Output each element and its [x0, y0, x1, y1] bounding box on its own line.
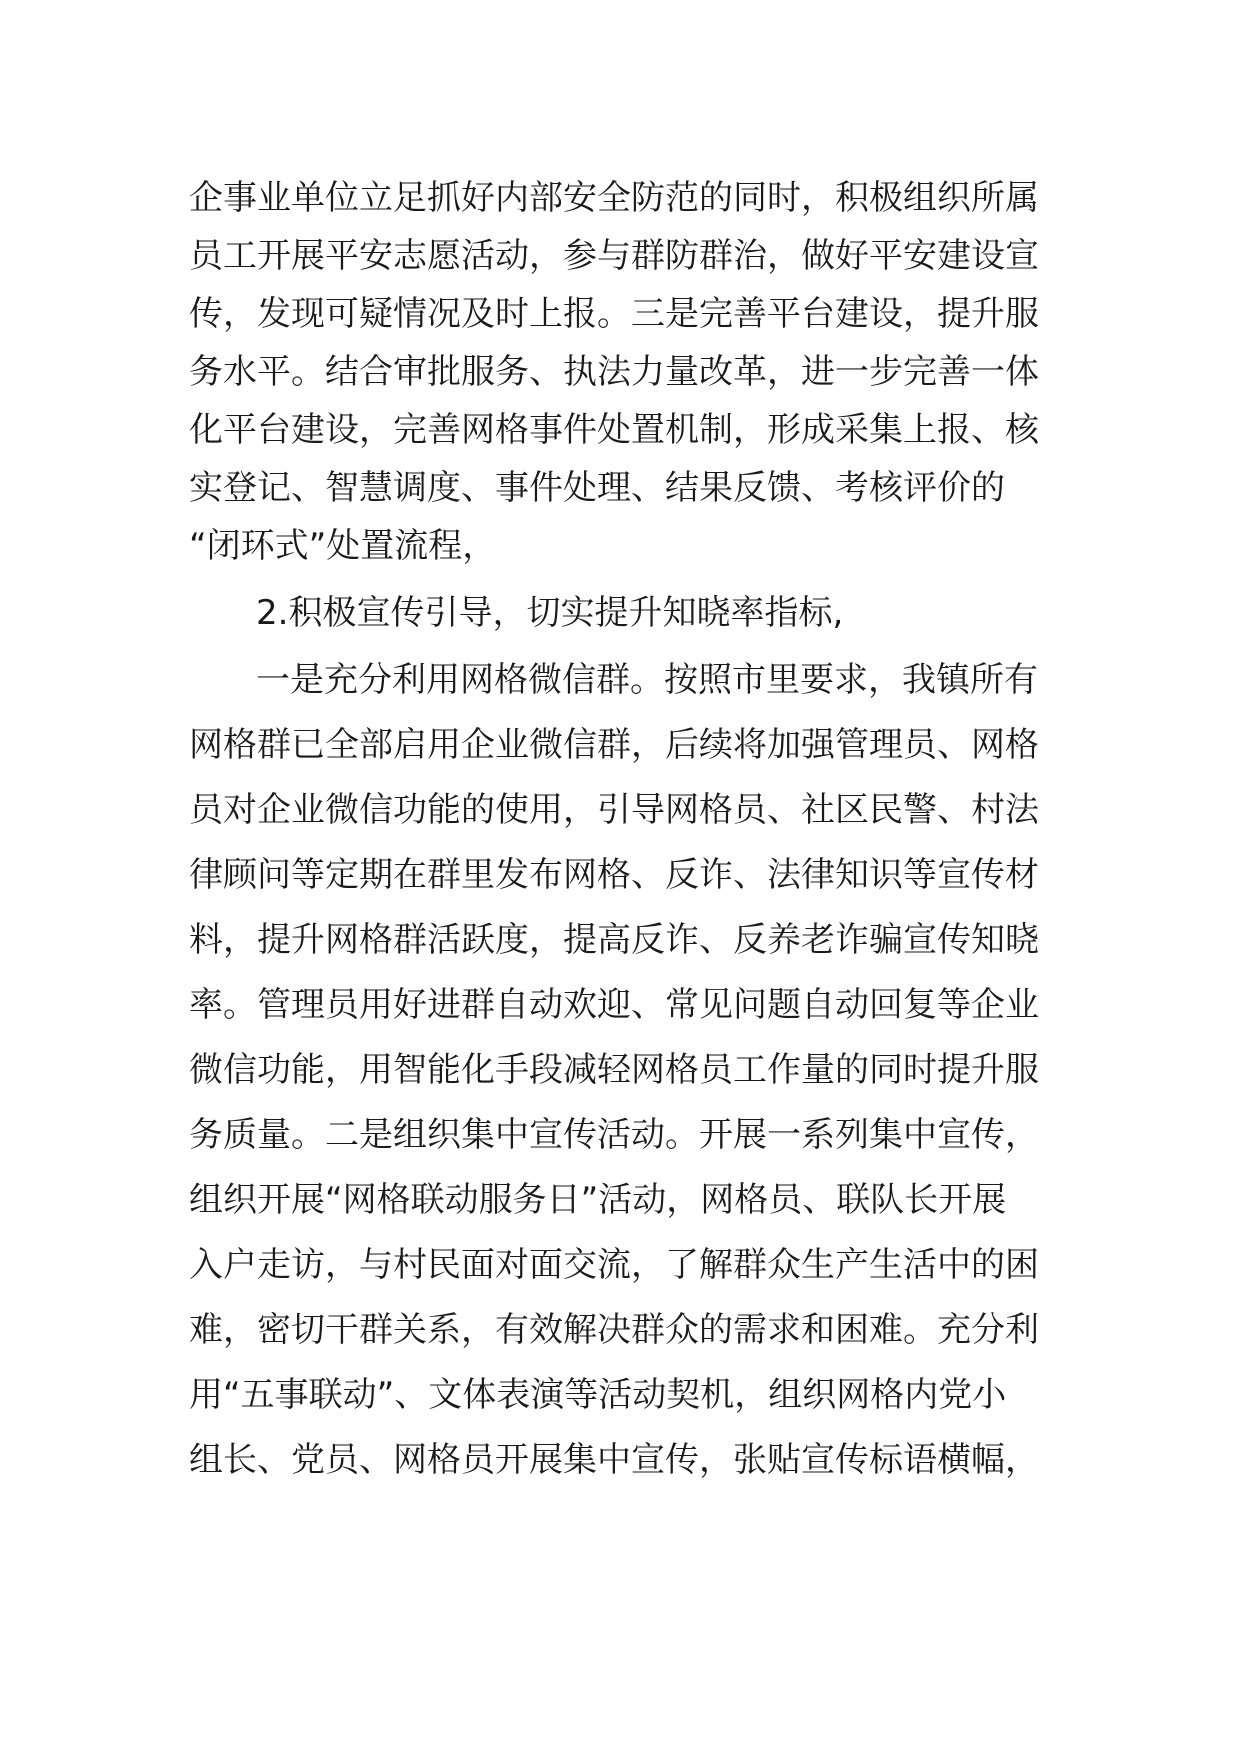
text-line: 律顾问等定期在群里发布网格、反诈、法律知识等宣传材 — [189, 855, 1039, 895]
text-line: 务质量。二是组织集中宣传活动。开展一系列集中宣传， — [189, 1115, 1039, 1155]
text-line: 务水平。结合审批服务、执法力量改革，进一步完善一体 — [189, 352, 1039, 392]
text-line: 率。管理员用好进群自动欢迎、常见问题自动回复等企业 — [189, 985, 1039, 1025]
text-line: “闭环式”处置流程， — [189, 526, 497, 566]
text-line: 难，密切干群关系，有效解决群众的需求和困难。充分利 — [189, 1310, 1039, 1350]
text-line: 入户走访，与村民面对面交流，了解群众生产生活中的困 — [189, 1245, 1039, 1285]
text-line: 实登记、智慧调度、事件处理、结果反馈、考核评价的 — [189, 468, 1005, 508]
text-line: 料，提升网格群活跃度，提高反诈、反养老诈骗宣传知晓 — [189, 920, 1039, 960]
section-heading: 2.积极宣传引导，切实提升知晓率指标, — [256, 593, 844, 633]
paragraph-first-line: 一是充分利用网格微信群。按照市里要求，我镇所有 — [256, 660, 1038, 700]
text-line: 用“五事联动”、文体表演等活动契机，组织网格内党小 — [189, 1375, 1007, 1415]
text-line: 传，发现可疑情况及时上报。三是完善平台建设，提升服 — [189, 294, 1039, 334]
text-line: 微信功能，用智能化手段减轻网格员工作量的同时提升服 — [189, 1050, 1039, 1090]
text-line: 员工开展平安志愿活动，参与群防群治，做好平安建设宣 — [189, 236, 1039, 276]
text-line: 组长、党员、网格员开展集中宣传，张贴宣传标语横幅， — [189, 1440, 1039, 1480]
text-line: 企事业单位立足抓好内部安全防范的同时，积极组织所属 — [189, 178, 1039, 218]
text-line: 网格群已全部启用企业微信群，后续将加强管理员、网格 — [189, 725, 1039, 765]
text-line: 化平台建设，完善网格事件处置机制，形成采集上报、核 — [189, 410, 1039, 450]
text-line: 组织开展“网格联动服务日”活动，网格员、联队长开展 — [189, 1180, 1007, 1220]
text-line: 员对企业微信功能的使用，引导网格员、社区民警、村法 — [189, 790, 1039, 830]
